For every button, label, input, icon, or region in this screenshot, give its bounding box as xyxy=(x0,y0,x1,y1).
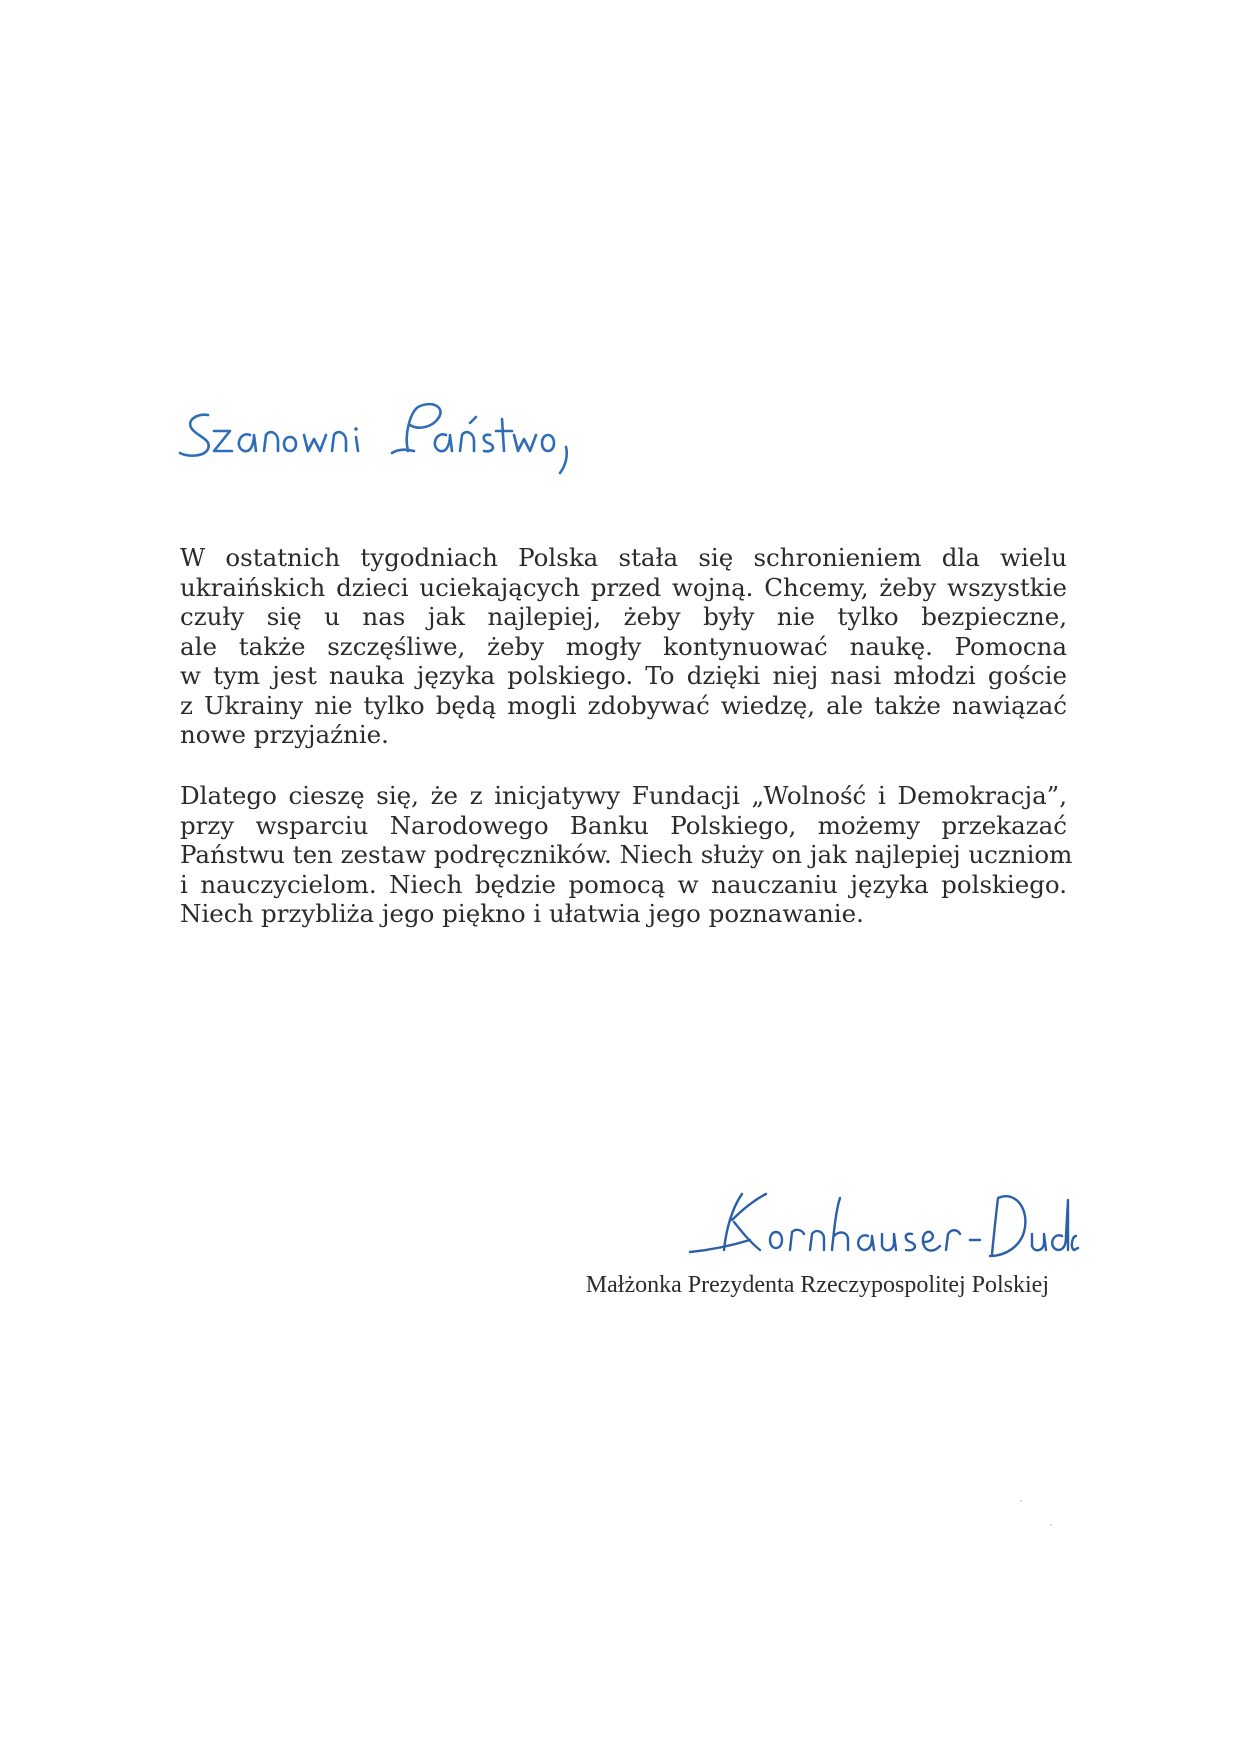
paragraph-line: Dlatego cieszę się, że z inicjatywy Fundacji „Wolność i Demokracja”, xyxy=(180,781,1067,810)
paragraph-line: ale także szczęśliwe, żeby mogły kontynuować naukę. Pomocna xyxy=(180,631,1067,661)
signatory-title: Małżonka Prezydenta Rzeczypospolitej Polskiej xyxy=(585,1272,1049,1298)
paragraph-line: i nauczycielom. Niech będzie pomocą w nauczaniu języka polskiego. xyxy=(180,869,1067,899)
handwritten-salutation xyxy=(178,395,618,495)
paragraph-line: ukraińskich dzieci uciekających przed wojną. Chcemy, żeby wszystkie xyxy=(180,572,1067,602)
scan-speck xyxy=(1020,1500,1022,1502)
paragraph-line: z Ukrainy nie tylko będą mogli zdobywać wiedzę, ale także nawiązać xyxy=(180,690,1067,720)
paragraph-line: czuły się u nas jak najlepiej, żeby były nie tylko bezpieczne, xyxy=(180,602,1067,631)
paragraph-line: W ostatnich tygodniach Polska stała się schronieniem dla wielu xyxy=(180,543,1067,572)
paragraph-line: Państwu ten zestaw podręczników. Niech służy on jak najlepiej uczniom xyxy=(180,840,1073,869)
paragraph-line: nowe przyjaźnie. xyxy=(180,720,389,749)
scan-speck xyxy=(1050,1524,1052,1526)
paragraph-line: Niech przybliża jego piękno i ułatwia jego poznawanie. xyxy=(180,899,864,928)
paragraph-line: w tym jest nauka języka polskiego. To dzięki niej nasi młodzi goście xyxy=(180,661,1067,690)
letter-paragraph-2 xyxy=(180,781,1073,929)
letter-paragraph-1 xyxy=(180,543,1067,750)
salutation-handwriting-icon xyxy=(178,395,618,495)
paragraph-line: przy wsparciu Narodowego Banku Polskiego, możemy przekazać xyxy=(180,810,1067,840)
